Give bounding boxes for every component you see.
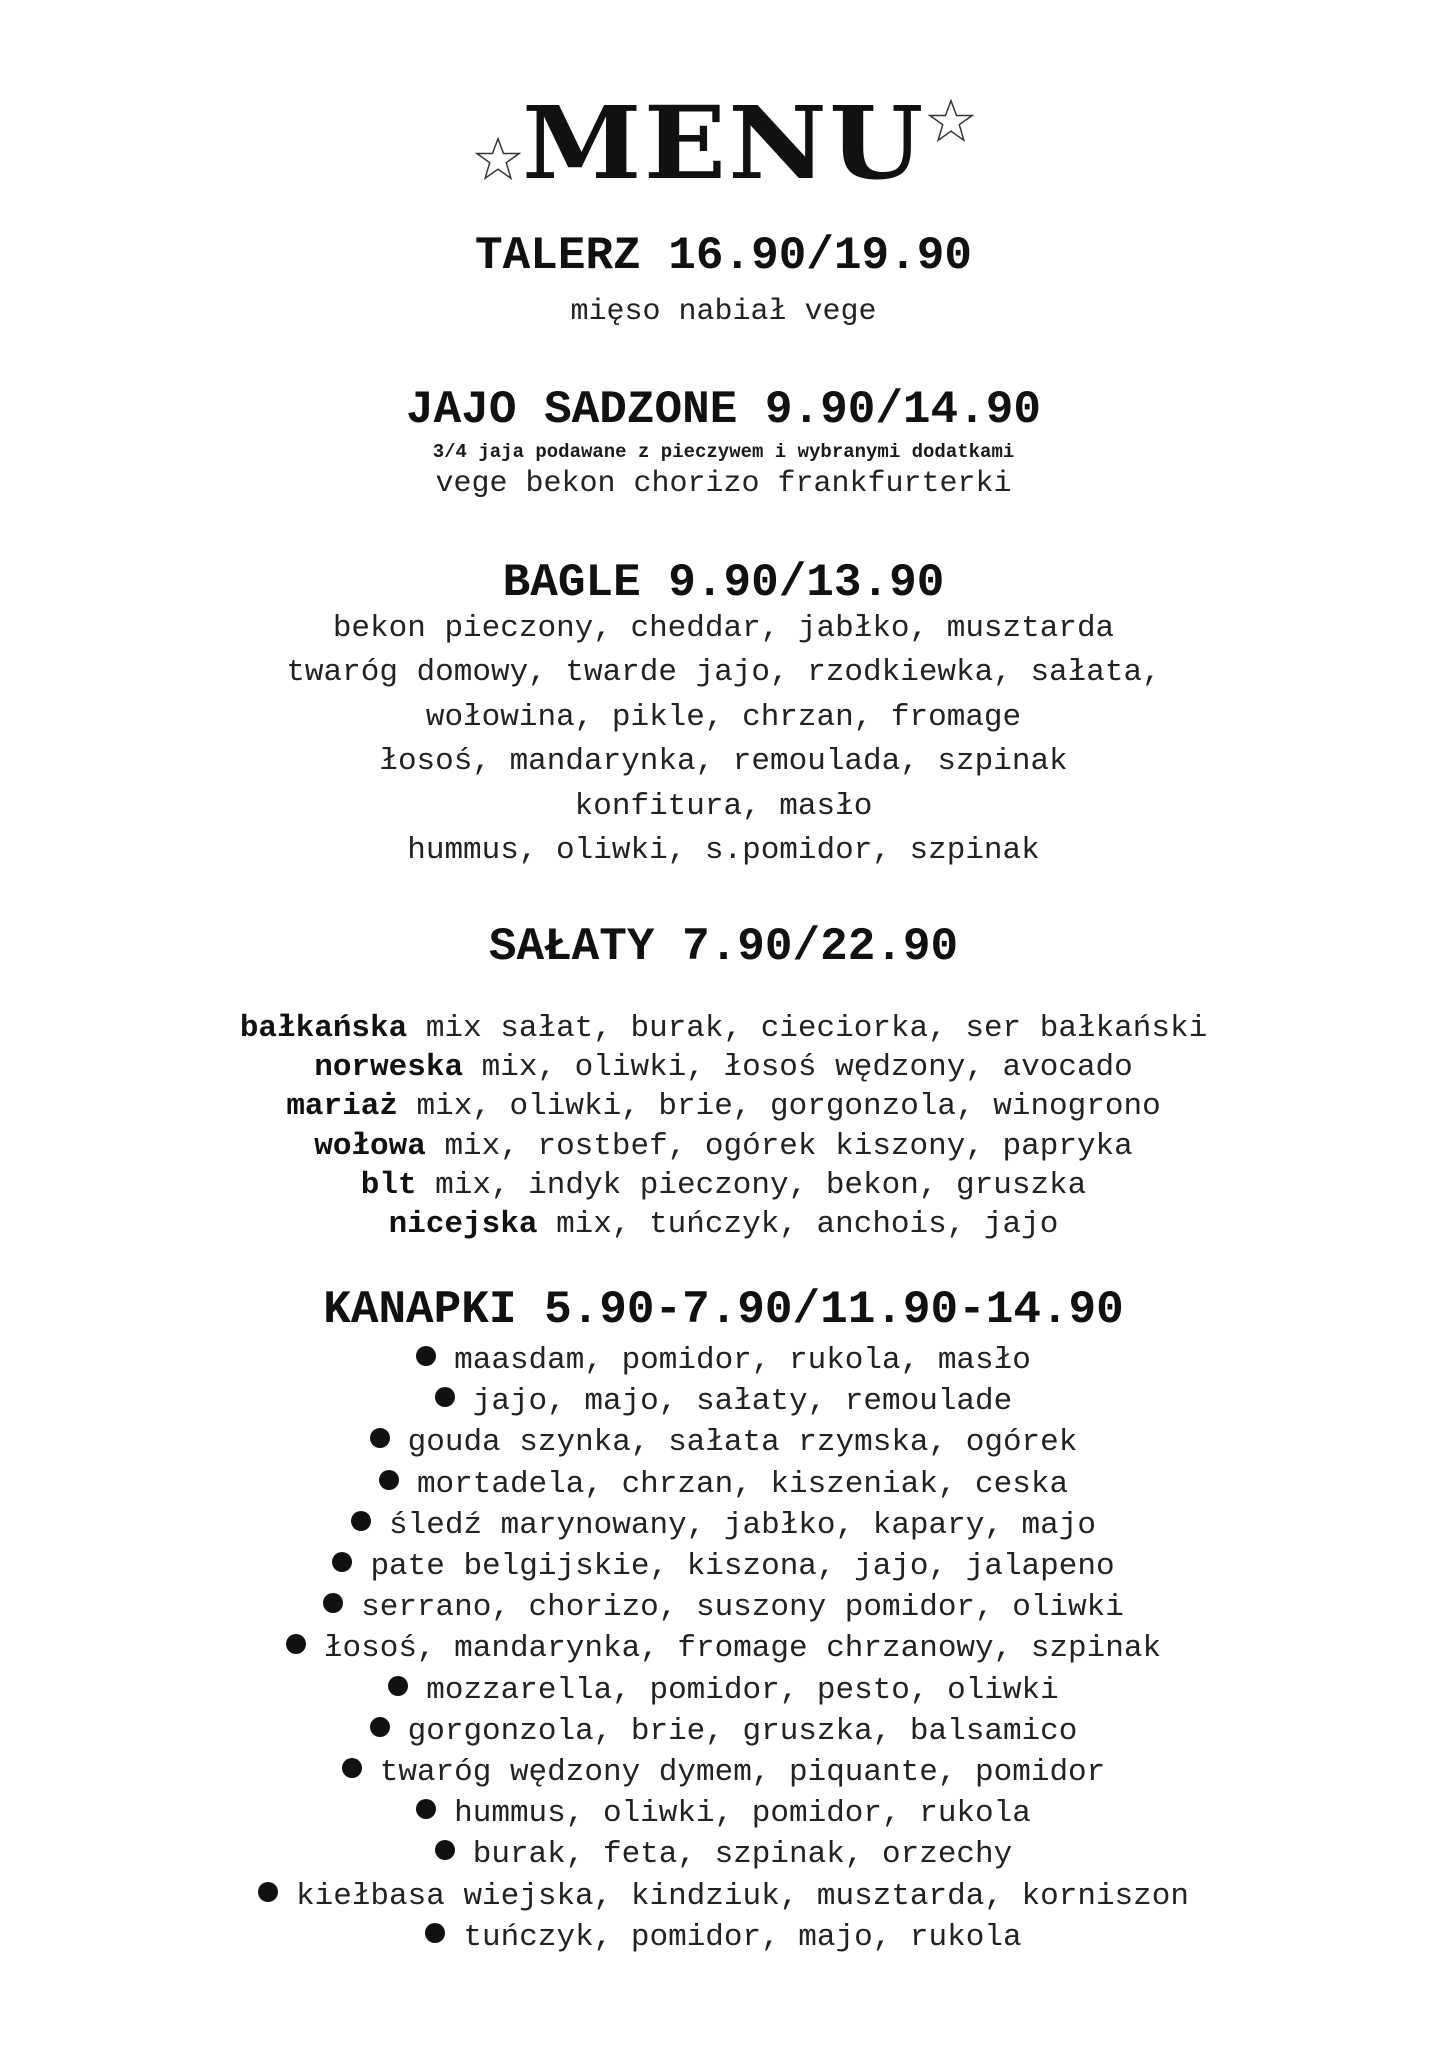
salad-name: blt bbox=[360, 1167, 417, 1203]
sandwich-desc: jajo, majo, sałaty, remoulade bbox=[472, 1384, 1013, 1420]
list-item bbox=[0, 1711, 1447, 1752]
sandwich-desc: maasdam, pomidor, rukola, masło bbox=[454, 1343, 1031, 1378]
jajo-options: vege bekon chorizo frankfurterki bbox=[435, 467, 1012, 501]
bullet-dot-icon bbox=[416, 1346, 436, 1366]
sandwich-desc: serrano, chorizo, suszony pomidor, oliwki bbox=[361, 1590, 1124, 1626]
list-item: konfitura, masło bbox=[574, 788, 873, 824]
salad-name: bałkańska bbox=[239, 1011, 408, 1046]
list-item bbox=[0, 1834, 1447, 1875]
bullet-dot-icon bbox=[370, 1428, 390, 1448]
list-item: łosoś, mandarynka, remoulada, szpinak bbox=[379, 744, 1068, 780]
section-heading-bagle: BAGLE 9.90/13.90 bbox=[502, 557, 945, 609]
list-item bbox=[0, 1546, 1447, 1587]
bullet-dot-icon bbox=[388, 1676, 408, 1696]
salad-desc: mix, oliwki, łosoś wędzony, avocado bbox=[481, 1050, 1133, 1086]
bullet-dot-icon bbox=[435, 1387, 455, 1407]
sandwich-desc: hummus, oliwki, pomidor, rukola bbox=[454, 1796, 1031, 1832]
section-heading-kanapki: KANAPKI 5.90-7.90/11.90-14.90 bbox=[323, 1284, 1124, 1336]
list-item bbox=[0, 1752, 1447, 1793]
sandwich-desc: twaróg wędzony dymem, piquante, pomidor bbox=[379, 1755, 1106, 1791]
bullet-dot-icon bbox=[379, 1470, 399, 1490]
list-item bbox=[0, 1166, 1447, 1205]
list-item bbox=[0, 1876, 1447, 1917]
list-item bbox=[0, 1127, 1447, 1166]
bullet-dot-icon bbox=[258, 1882, 278, 1902]
list-item bbox=[0, 1587, 1447, 1628]
list-item: bekon pieczony, cheddar, jabłko, musztarda bbox=[332, 611, 1115, 646]
list-item bbox=[0, 1505, 1447, 1546]
star-outline-icon bbox=[475, 136, 521, 182]
title-wrap bbox=[467, 84, 981, 202]
list-item bbox=[0, 1205, 1447, 1244]
list-item bbox=[0, 1009, 1447, 1048]
sandwich-desc: mortadela, chrzan, kiszeniak, ceska bbox=[416, 1466, 1069, 1502]
section-heading-jajo: JAJO SADZONE 9.90/14.90 bbox=[406, 384, 1041, 436]
list-item bbox=[0, 1917, 1447, 1958]
bullet-dot-icon bbox=[435, 1840, 455, 1860]
sandwich-desc: gouda szynka, sałata rzymska, ogórek bbox=[407, 1425, 1078, 1461]
kanapki-list bbox=[0, 1340, 1447, 1958]
salad-desc: mix, indyk pieczony, bekon, gruszka bbox=[435, 1167, 1087, 1203]
salad-name: wołowa bbox=[314, 1128, 426, 1164]
salad-desc: mix, tuńczyk, anchois, jajo bbox=[556, 1207, 1059, 1243]
list-item bbox=[0, 1793, 1447, 1834]
list-item bbox=[0, 1087, 1447, 1126]
list-item bbox=[0, 1340, 1447, 1381]
list-item bbox=[0, 1048, 1447, 1087]
salaty-list bbox=[0, 1009, 1447, 1244]
sandwich-desc: burak, feta, szpinak, orzechy bbox=[472, 1837, 1013, 1873]
bullet-dot-icon bbox=[286, 1634, 306, 1654]
list-item: wołowina, pikle, chrzan, fromage bbox=[425, 699, 1022, 735]
sandwich-desc: śledź marynowany, jabłko, kapary, majo bbox=[389, 1507, 1096, 1543]
list-item bbox=[0, 1628, 1447, 1669]
salad-name: norweska bbox=[314, 1050, 464, 1086]
section-heading-salaty: SAŁATY 7.90/22.90 bbox=[488, 921, 959, 973]
list-item bbox=[0, 1381, 1447, 1422]
salad-desc: mix sałat, burak, cieciorka, ser bałkański bbox=[425, 1011, 1208, 1046]
section-heading-talerz: TALERZ 16.90/19.90 bbox=[475, 230, 972, 282]
salad-desc: mix, oliwki, brie, gorgonzola, winogrono bbox=[416, 1089, 1161, 1125]
bullet-dot-icon bbox=[416, 1799, 436, 1819]
list-item bbox=[0, 1422, 1447, 1463]
menu-title: MENU bbox=[521, 84, 926, 202]
salad-name: nicejska bbox=[388, 1207, 538, 1243]
list-item: hummus, oliwki, s.pomidor, szpinak bbox=[407, 833, 1040, 869]
sandwich-desc: tuńczyk, pomidor, majo, rukola bbox=[463, 1919, 1022, 1955]
list-item bbox=[0, 1464, 1447, 1505]
sandwich-desc: pate belgijskie, kiszona, jajo, jalapeno bbox=[370, 1549, 1115, 1585]
sandwich-desc: łosoś, mandarynka, fromage chrzanowy, szpinak bbox=[323, 1631, 1162, 1667]
bullet-dot-icon bbox=[425, 1923, 445, 1943]
jajo-note: 3/4 jaja podawane z pieczywem i wybranymi dodatkami bbox=[432, 441, 1015, 463]
bagle-list bbox=[0, 607, 1447, 873]
sandwich-desc: gorgonzola, brie, gruszka, balsamico bbox=[407, 1713, 1078, 1749]
title-row bbox=[0, 84, 1447, 202]
salad-desc: mix, rostbef, ogórek kiszony, papryka bbox=[444, 1128, 1133, 1164]
star-outline-icon bbox=[928, 98, 974, 144]
bullet-dot-icon bbox=[351, 1511, 371, 1531]
sandwich-desc: kiełbasa wiejska, kindziuk, musztarda, korniszon bbox=[296, 1878, 1189, 1914]
salad-name: mariaż bbox=[286, 1089, 398, 1125]
talerz-options: mięso nabiał vege bbox=[570, 295, 877, 329]
sandwich-desc: mozzarella, pomidor, pesto, oliwki bbox=[426, 1672, 1059, 1708]
list-item: twaróg domowy, twarde jajo, rzodkiewka, sałata, bbox=[286, 655, 1161, 691]
bullet-dot-icon bbox=[332, 1552, 352, 1572]
list-item bbox=[0, 1670, 1447, 1711]
bullet-dot-icon bbox=[342, 1758, 362, 1778]
bullet-dot-icon bbox=[323, 1593, 343, 1613]
bullet-dot-icon bbox=[370, 1717, 390, 1737]
